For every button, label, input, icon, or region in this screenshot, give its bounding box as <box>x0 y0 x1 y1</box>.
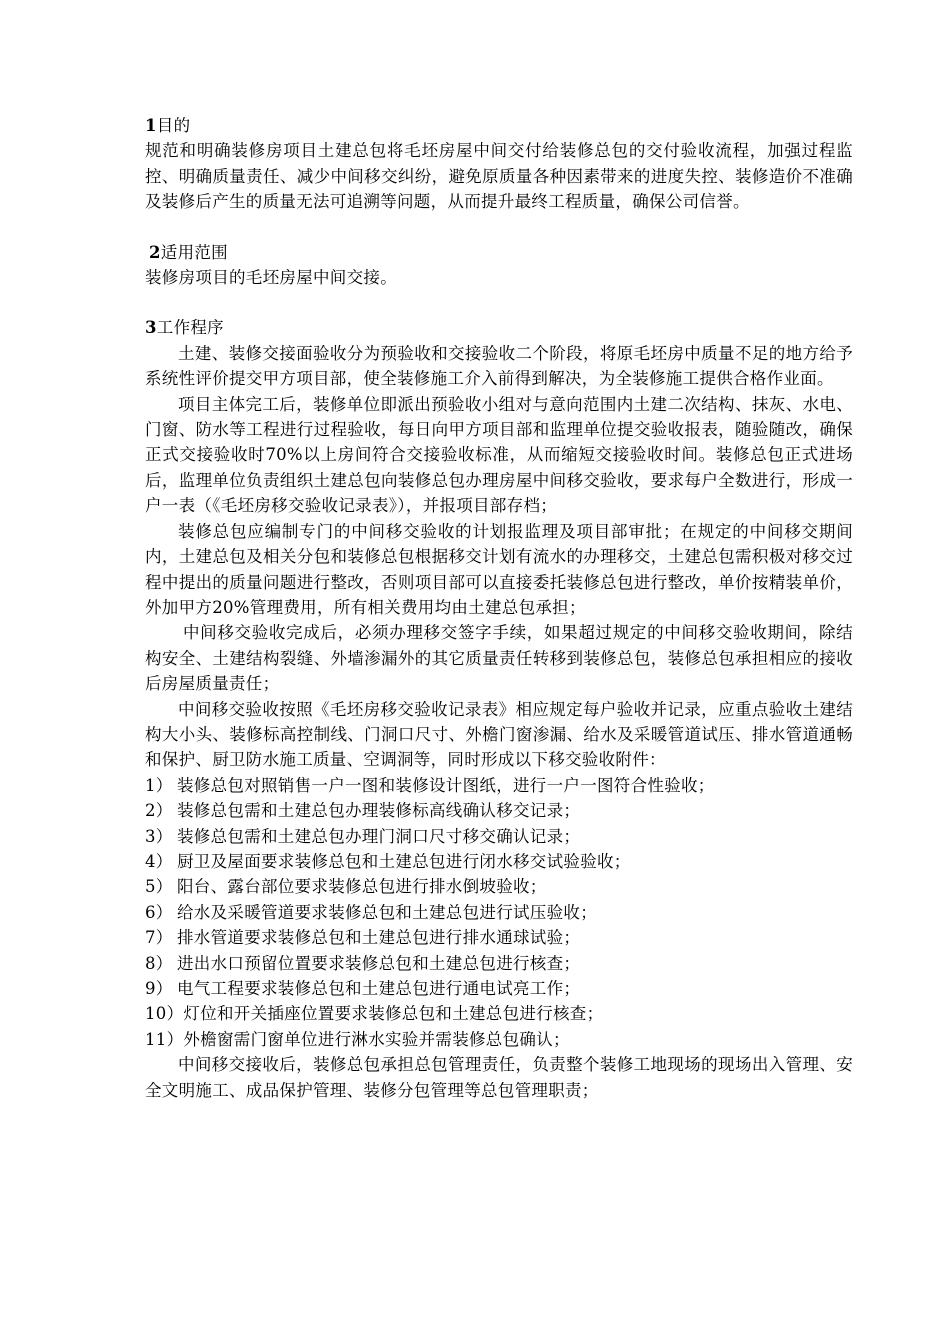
list-item-text: 装修总包需和土建总包办理装修标高线确认移交记录； <box>177 801 581 821</box>
list-item <box>145 1001 853 1026</box>
section-gap <box>145 215 853 240</box>
list-item-text: 厨卫及屋面要求装修总包和土建总包进行闭水移交试验验收； <box>177 851 631 871</box>
section-3-paragraph: 中间移交验收完成后，必须办理移交签字手续，如果超过规定的中间移交验收期间，除结构安全、土建结构裂缝、外墙渗漏外的其它质量责任转移到装修总包，装修总包承担相应的接收后房屋质量责任； <box>145 623 853 694</box>
section-2-heading <box>145 240 853 265</box>
section-3-number: 3 <box>145 318 157 338</box>
section-2-title: 适用范围 <box>160 242 228 262</box>
list-item-text: 阳台、露台部位要求装修总包进行排水倒坡验收； <box>177 877 547 897</box>
list-item-index: 2） <box>145 801 173 821</box>
section-3-title: 工作程序 <box>156 318 224 338</box>
section-3-paragraph: 装修总包应编制专门的中间移交验收的计划报监理及项目部审批；在规定的中间移交期间内，土建总包及相关分包和装修总包根据移交计划有流水的办理移交，土建总包需积极对移交过程中提出的质量问题进行整改，否则项目部可以直接委托装修总包进行整改，单价按精装单价，外加甲方20%管理费用，所有相关费用均由土建总包承担； <box>145 521 853 617</box>
list-item-index: 6） <box>145 902 173 922</box>
list-item <box>145 849 853 874</box>
list-item-text: 外檐窗需门窗单位进行淋水实验并需装修总包确认； <box>183 1029 570 1049</box>
section-3-paragraph: 中间移交验收按照《毛坯房移交验收记录表》相应规定每户验收并记录，应重点验收土建结构大小头、装修标高控制线、门洞口尺寸、外檐门窗渗漏、给水及采暖管道试压、排水管道通畅和保护、厨卫防水施工质量、空调洞等，同时形成以下移交验收附件： <box>145 699 853 770</box>
document-body <box>145 113 853 1103</box>
list-item-text: 装修总包对照销售一户一图和装修设计图纸，进行一户一图符合性验收； <box>177 775 715 795</box>
section-3-paragraph: 土建、装修交接面验收分为预验收和交接验收二个阶段，将原毛坯房中质量不足的地方给予系统性评价提交甲方项目部，使全装修施工介入前得到解决，为全装修施工提供合格作业面。 <box>145 343 853 389</box>
section-2-body: 装修房项目的毛坯房屋中间交接。 <box>145 268 397 288</box>
list-item-index: 3） <box>145 826 173 846</box>
list-item-index: 11） <box>145 1029 184 1049</box>
list-item-index: 8） <box>145 953 173 973</box>
list-item-text: 灯位和开关插座位置要求装修总包和土建总包进行核查； <box>183 1004 604 1024</box>
list-item-text: 排水管道要求装修总包和土建总包进行排水通球试验； <box>177 928 581 948</box>
section-1-title: 目的 <box>156 116 191 135</box>
list-item-text: 进出水口预留位置要求装修总包和土建总包进行核查； <box>177 953 581 973</box>
list-item-index: 7） <box>145 928 173 948</box>
list-item-text: 电气工程要求装修总包和土建总包进行通电试亮工作； <box>177 979 581 998</box>
list-item-index: 9） <box>145 979 173 998</box>
section-3-paragraph: 项目主体完工后，装修单位即派出预验收小组对与意向范围内土建二次结构、抹灰、水电、门窗、防水等工程进行过程验收，每日向甲方项目部和监理单位提交验收报表，随验随改，确保正式交接验收时70%以上房间符合交接验收标准，从而缩短交接验收时间。装修总包正式进场后，监理单位负责组织土建总包向装修总包办理房屋中间移交验收，要求每户全数进行，形成一户一表（《毛坯房移交验收记录表》），并报项目部存档； <box>145 394 853 516</box>
section-1-number: 1 <box>145 116 157 135</box>
list-item-index: 4） <box>145 851 173 871</box>
attachment-list <box>145 773 853 1052</box>
list-item <box>145 925 853 950</box>
list-item-text: 给水及采暖管道要求装修总包和土建总包进行试压验收； <box>177 902 597 922</box>
section-gap <box>145 290 853 315</box>
list-item-index: 10） <box>145 1004 184 1024</box>
list-item <box>145 773 853 798</box>
list-item-index: 1） <box>145 775 173 795</box>
list-item <box>145 1027 853 1052</box>
list-item <box>145 951 853 976</box>
list-item <box>145 976 853 1001</box>
section-3-heading <box>145 315 853 340</box>
list-item-index: 5） <box>145 877 173 897</box>
section-1-body: 规范和明确装修房项目土建总包将毛坯房屋中间交付给装修总包的交付验收流程，加强过程监控、明确质量责任、减少中间移交纠纷，避免原质量各种因素带来的进度失控、装修造价不准确及装修后产生的质量无法可追溯等问题，从而提升最终工程质量，确保公司信誉。 <box>145 141 853 212</box>
list-item <box>145 874 853 899</box>
list-item <box>145 798 853 823</box>
section-1-heading <box>145 113 853 138</box>
list-item <box>145 824 853 849</box>
section-2-number: 2 <box>149 242 161 262</box>
section-3-closing: 中间移交接收后，装修总包承担总包管理责任，负责整个装修工地现场的现场出入管理、安全文明施工、成品保护管理、装修分包管理等总包管理职责； <box>145 1055 853 1100</box>
list-item-text: 装修总包需和土建总包办理门洞口尺寸移交确认记录； <box>177 826 581 846</box>
list-item <box>145 900 853 925</box>
